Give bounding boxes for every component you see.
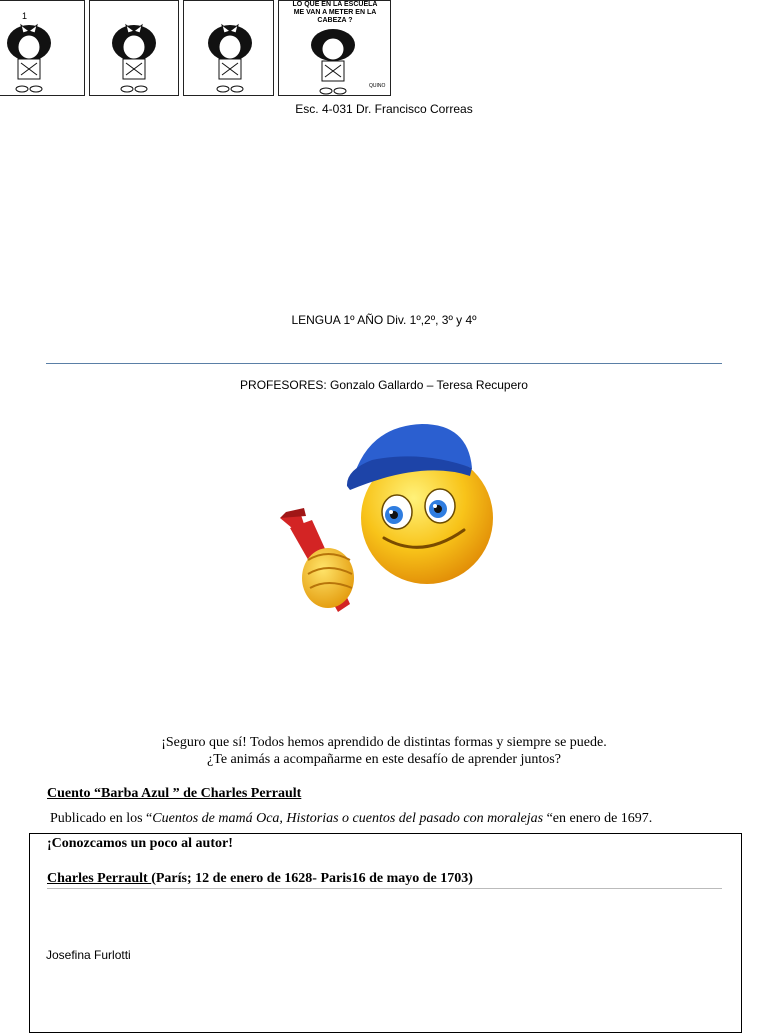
- speech-line-3: CABEZA ?: [317, 17, 353, 24]
- speech-line-1: LO QUE EN LA ESCUELA: [292, 1, 378, 8]
- intro-line-2: ¿Te animás a acompañarme en este desafío de aprender juntos?: [207, 752, 561, 767]
- author-name-line: [47, 871, 473, 887]
- author-signature: Josefina Furlotti: [46, 948, 131, 962]
- author-dates: (París; 12 de enero de 1628- Paris16 de mayo de 1703): [151, 871, 473, 886]
- speech-bubble: [283, 1, 387, 25]
- comic-panel-number: 1: [22, 11, 28, 21]
- story-title: Cuento “Barba Azul ” de Charles Perrault: [47, 786, 302, 801]
- author-underline-rule: [47, 888, 722, 889]
- comic-panel-1: [0, 0, 85, 96]
- comic-panel-3: [183, 0, 274, 96]
- comic-panel-2: [89, 0, 179, 96]
- teachers-line: PROFESORES: Gonzalo Gallardo – Teresa Recupero: [240, 378, 528, 392]
- author-heading: ¡Conozcamos un poco al autor!: [47, 836, 233, 851]
- subject-line: LENGUA 1º AÑO Div. 1º,2º, 3º y 4º: [291, 313, 477, 327]
- speech-line-2: ME VAN A METER EN LA: [293, 9, 377, 16]
- comic-signature: QUINO: [369, 83, 386, 89]
- mafalda-figure: [303, 23, 363, 96]
- school-name: Esc. 4-031 Dr. Francisco Correas: [295, 102, 473, 116]
- author-box: [29, 833, 742, 1033]
- mafalda-figure: [104, 15, 164, 95]
- divider-line: [46, 363, 722, 364]
- mafalda-figure: [200, 15, 260, 95]
- mafalda-figure: [0, 15, 59, 95]
- author-name: Charles Perrault: [47, 871, 152, 886]
- published-line: [50, 811, 652, 827]
- plumber-emoji-illustration: [272, 420, 496, 620]
- intro-line-1: ¡Seguro que sí! Todos hemos aprendido de distintas formas y siempre se puede.: [161, 735, 607, 750]
- published-collection: Cuentos de mamá Oca, Historias o cuentos del pasado con moralejas: [152, 811, 544, 826]
- published-prefix: Publicado en los “: [50, 811, 153, 826]
- comic-panel-4: [278, 0, 391, 96]
- published-suffix: “en enero de 1697.: [543, 811, 653, 826]
